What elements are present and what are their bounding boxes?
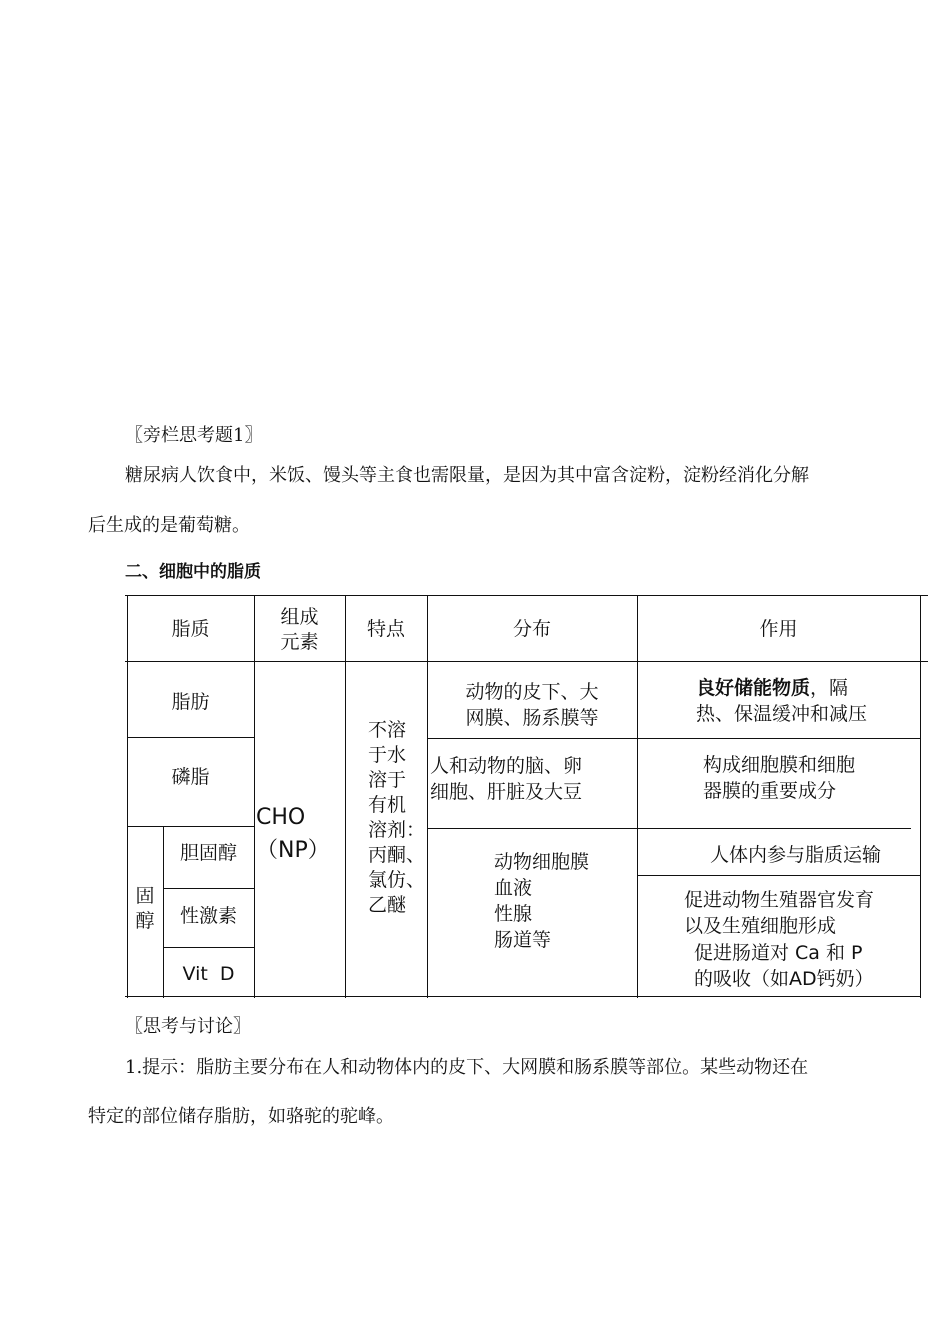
features-line7: 氯仿、 <box>368 869 426 891</box>
sterol-distribution-line4: 肠道等 <box>494 929 552 951</box>
elements-value-line2: （NP） <box>256 838 330 863</box>
row-vitamin-d-function-line2: 的吸收（如AD钙奶） <box>694 968 874 990</box>
discussion-label: 〖思考与讨论〗 <box>125 1016 251 1037</box>
header-elements-line2: 元素 <box>280 631 319 653</box>
sterol-distribution-line2: 血液 <box>494 877 533 899</box>
sterol-distribution-line1: 动物细胞膜 <box>494 851 590 873</box>
row-cholesterol-name: 胆固醇 <box>179 842 237 864</box>
section-heading: 二、细胞中的脂质 <box>125 562 261 582</box>
features-line6: 丙酮、 <box>368 844 426 866</box>
header-function: 作用 <box>759 618 798 640</box>
sterol-distribution-line3: 性腺 <box>494 903 533 925</box>
row-fat-function-line1 <box>696 676 848 701</box>
sidebar-question-label: 〖旁栏思考题1〗 <box>125 425 263 446</box>
discussion-item1-line2: 特定的部位储存脂肪，如骆驼的驼峰。 <box>88 1106 394 1127</box>
row-phospholipid-name: 磷脂 <box>171 766 210 788</box>
features-line5: 溶剂： <box>368 819 426 841</box>
row-vitamin-d-function-line1: 促进肠道对 Ca 和 P <box>694 942 863 964</box>
discussion-item1-line1: 1.提示：脂肪主要分布在人和动物体内的皮下、大网膜和肠系膜等部位。某些动物还在 <box>125 1057 809 1078</box>
header-elements-line1: 组成 <box>280 606 319 628</box>
row-phospholipid-distribution-line1: 人和动物的脑、卵 <box>430 755 583 777</box>
sidebar-question-answer-line2: 后生成的是葡萄糖。 <box>88 515 250 536</box>
row-fat-function-bold: 良好储能物质 <box>696 677 811 699</box>
header-distribution: 分布 <box>512 618 551 640</box>
sterol-group-name-line2: 醇 <box>135 910 155 932</box>
row-sex-hormone-function-line2: 以及生殖细胞形成 <box>684 915 837 937</box>
header-features: 特点 <box>366 618 405 640</box>
row-fat-function-rest: ，隔 <box>810 677 849 699</box>
features-line3: 溶于 <box>368 769 407 791</box>
row-vitamin-d-name: Vit D <box>182 963 235 985</box>
row-sex-hormone-name: 性激素 <box>179 905 237 927</box>
row-phospholipid-function-line1: 构成细胞膜和细胞 <box>703 754 856 776</box>
row-phospholipid-function-line2: 器膜的重要成分 <box>703 780 837 802</box>
row-fat-function-line2: 热、保温缓冲和减压 <box>696 703 868 725</box>
features-line4: 有机 <box>368 794 407 816</box>
features-line8: 乙醚 <box>368 894 407 916</box>
sterol-group-name-line1: 固 <box>135 885 155 907</box>
elements-value-line1: CHO <box>256 805 306 830</box>
row-sex-hormone-function-line1: 促进动物生殖器官发育 <box>684 889 875 911</box>
row-fat-name: 脂肪 <box>171 691 210 713</box>
row-cholesterol-function: 人体内参与脂质运输 <box>710 844 882 866</box>
row-phospholipid-distribution-line2: 细胞、肝脏及大豆 <box>430 781 583 803</box>
features-line2: 于水 <box>368 744 407 766</box>
header-lipid: 脂质 <box>171 618 210 640</box>
features-line1: 不溶 <box>368 719 407 741</box>
row-fat-distribution-line2: 网膜、肠系膜等 <box>465 707 599 729</box>
row-fat-distribution-line1: 动物的皮下、大 <box>465 681 599 703</box>
sidebar-question-answer-line1: 糖尿病人饮食中，米饭、馒头等主食也需限量，是因为其中富含淀粉，淀粉经消化分解 <box>125 465 809 486</box>
